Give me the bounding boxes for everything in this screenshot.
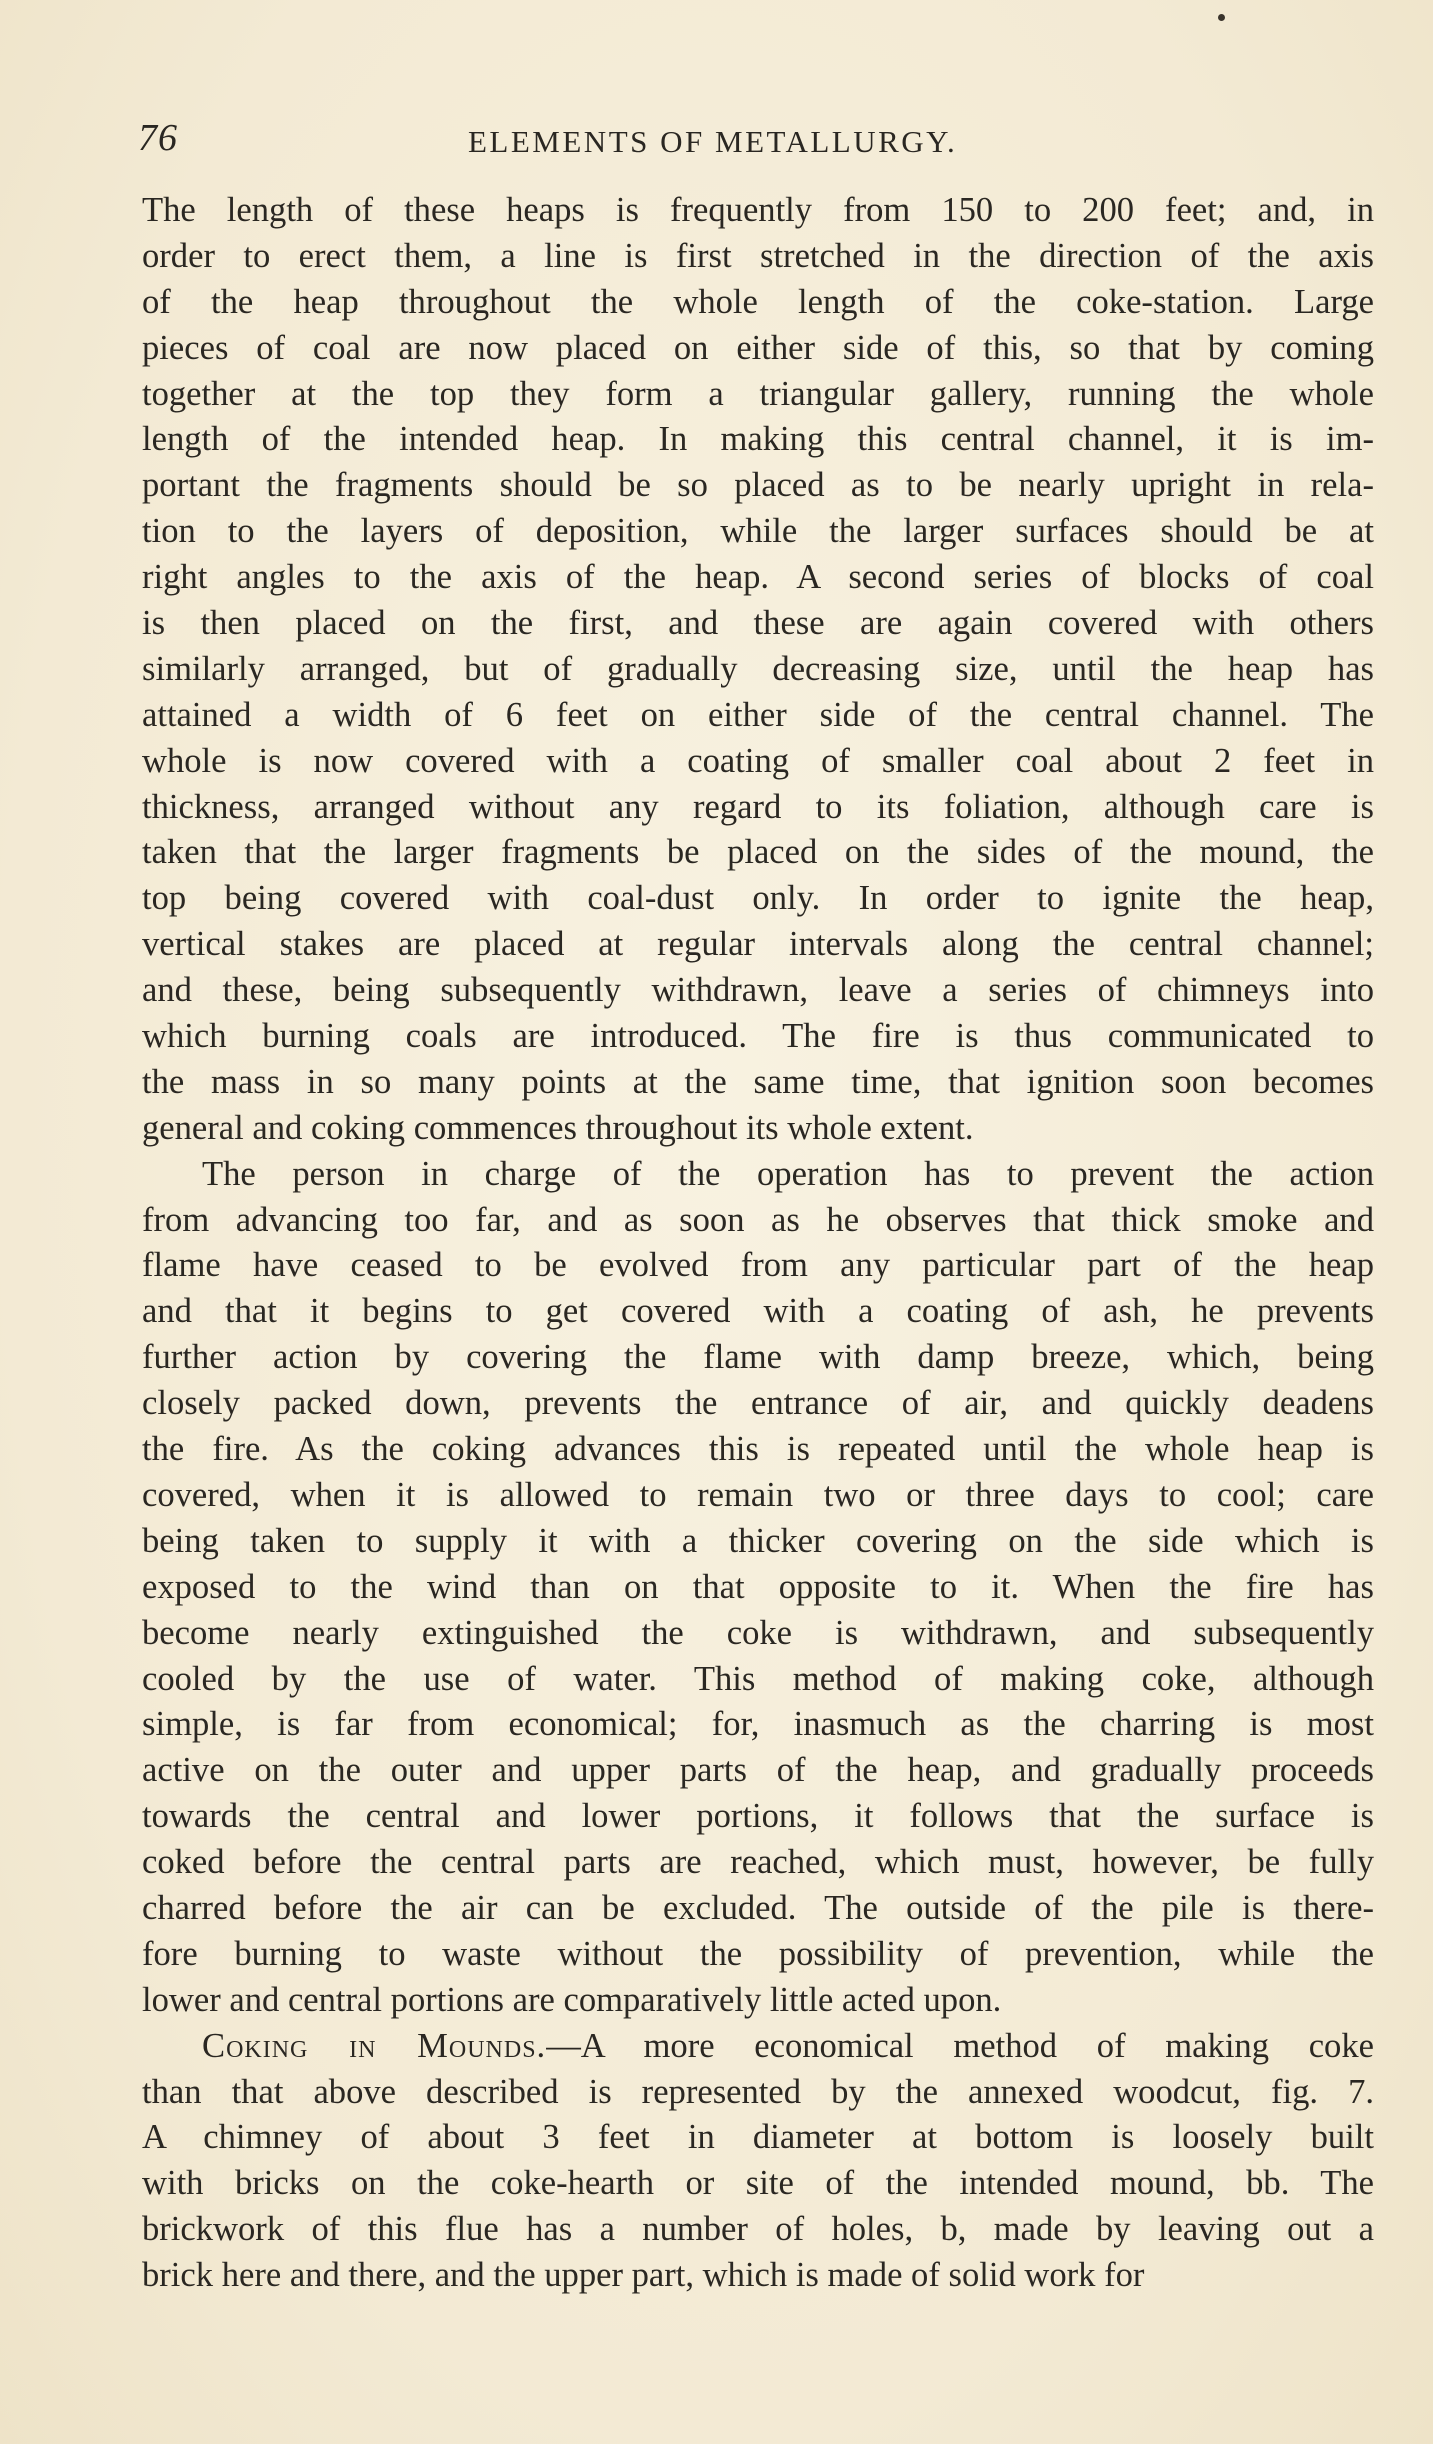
text-line: and that it begins to get covered with a coating of ash, he prevents <box>142 1292 1374 1331</box>
running-head: ELEMENTS OF METALLURGY. <box>468 124 958 159</box>
text-line: than that above described is represented by the annexed woodcut, fig. 7. <box>142 2072 1374 2111</box>
text-line: further action by covering the flame with damp breeze, which, being <box>142 1338 1374 1377</box>
text-line: pieces of coal are now placed on either side of this, so that by coming <box>142 328 1374 367</box>
text-line: simple, is far from economical; for, inasmuch as the charring is most <box>142 1705 1374 1744</box>
page-number: 76 <box>138 117 178 159</box>
text-line: the fire. As the coking advances this is repeated until the whole heap is <box>142 1430 1374 1469</box>
text-line: charred before the air can be excluded. The outside of the pile is there- <box>142 1888 1374 1927</box>
text-line: is then placed on the first, and these are again covered with others <box>142 604 1374 643</box>
text-line: order to erect them, a line is first stretched in the direction of the axis <box>142 236 1374 275</box>
text-line: covered, when it is allowed to remain two or three days to cool; care <box>142 1475 1374 1514</box>
text-line: tion to the layers of deposition, while the larger surfaces should be at <box>142 512 1374 551</box>
text-line: taken that the larger fragments be placed on the sides of the mound, the <box>142 833 1374 872</box>
text-line: vertical stakes are placed at regular intervals along the central channel; <box>142 925 1374 964</box>
text-line: portant the fragments should be so placed as to be nearly upright in rela- <box>142 466 1374 505</box>
text-line: with bricks on the coke-hearth or site of the intended mound, bb. The <box>142 2164 1374 2203</box>
text-line: from advancing too far, and as soon as he observes that thick smoke and <box>142 1200 1374 1239</box>
text-line: the mass in so many points at the same time, that ignition soon becomes <box>142 1062 1374 1101</box>
text-line: which burning coals are introduced. The fire is thus communicated to <box>142 1017 1374 1056</box>
text-line: active on the outer and upper parts of the heap, and gradually proceeds <box>142 1751 1374 1790</box>
text-line <box>142 2024 1374 2070</box>
text-line: and these, being subsequently withdrawn, leave a series of chimneys into <box>142 971 1374 1010</box>
text-line: being taken to supply it with a thicker covering on the side which is <box>142 1521 1374 1560</box>
text-line: general and coking commences throughout its whole extent. <box>142 1108 974 1147</box>
text-line: top being covered with coal-dust only. In order to ignite the heap, <box>142 879 1374 918</box>
line-text: —A more economical method of making coke <box>546 2026 1374 2065</box>
body-text <box>142 188 1374 2299</box>
paragraph <box>142 1152 1374 2024</box>
text-line: length of the intended heap. In making this central channel, it is im- <box>142 420 1374 459</box>
page-header <box>138 112 1368 172</box>
text-line: towards the central and lower portions, it follows that the surface is <box>142 1797 1374 1836</box>
ink-speck <box>1218 14 1225 21</box>
text-line: together at the top they form a triangular gallery, running the whole <box>142 374 1374 413</box>
text-line: exposed to the wind than on that opposite to it. When the fire has <box>142 1567 1374 1606</box>
text-line: fore burning to waste without the possibility of prevention, while the <box>142 1934 1374 1973</box>
text-line: The person in charge of the operation has to prevent the action <box>202 1154 1374 1193</box>
text-line: brick here and there, and the upper part, which is made of solid work for <box>142 2256 1145 2295</box>
text-line: lower and central portions are comparatively little acted upon. <box>142 1980 1002 2019</box>
text-line: coked before the central parts are reached, which must, however, be fully <box>142 1843 1374 1882</box>
text-line: attained a width of 6 feet on either side of the central channel. The <box>142 695 1374 734</box>
text-line: thickness, arranged without any regard to its foliation, although care is <box>142 787 1374 826</box>
text-line: brickwork of this flue has a number of holes, b, made by leaving out a <box>142 2210 1374 2249</box>
text-line: The length of these heaps is frequently from 150 to 200 feet; and, in <box>142 191 1374 229</box>
text-line: right angles to the axis of the heap. A second series of blocks of coal <box>142 558 1374 597</box>
text-line: become nearly extinguished the coke is withdrawn, and subsequently <box>142 1613 1374 1652</box>
paragraph <box>142 188 1374 1152</box>
text-line: closely packed down, prevents the entrance of air, and quickly deadens <box>142 1384 1374 1423</box>
text-line: whole is now covered with a coating of smaller coal about 2 feet in <box>142 741 1374 780</box>
text-line: similarly arranged, but of gradually decreasing size, until the heap has <box>142 649 1374 688</box>
paragraph <box>142 2024 1374 2299</box>
text-line: A chimney of about 3 feet in diameter at bottom is loosely built <box>142 2118 1374 2157</box>
text-line: flame have ceased to be evolved from any particular part of the heap <box>142 1246 1374 1285</box>
text-line: cooled by the use of water. This method of making coke, although <box>142 1659 1374 1698</box>
text-line: of the heap throughout the whole length of the coke-station. Large <box>142 282 1374 321</box>
section-heading: Coking in Mounds. <box>202 2026 547 2065</box>
